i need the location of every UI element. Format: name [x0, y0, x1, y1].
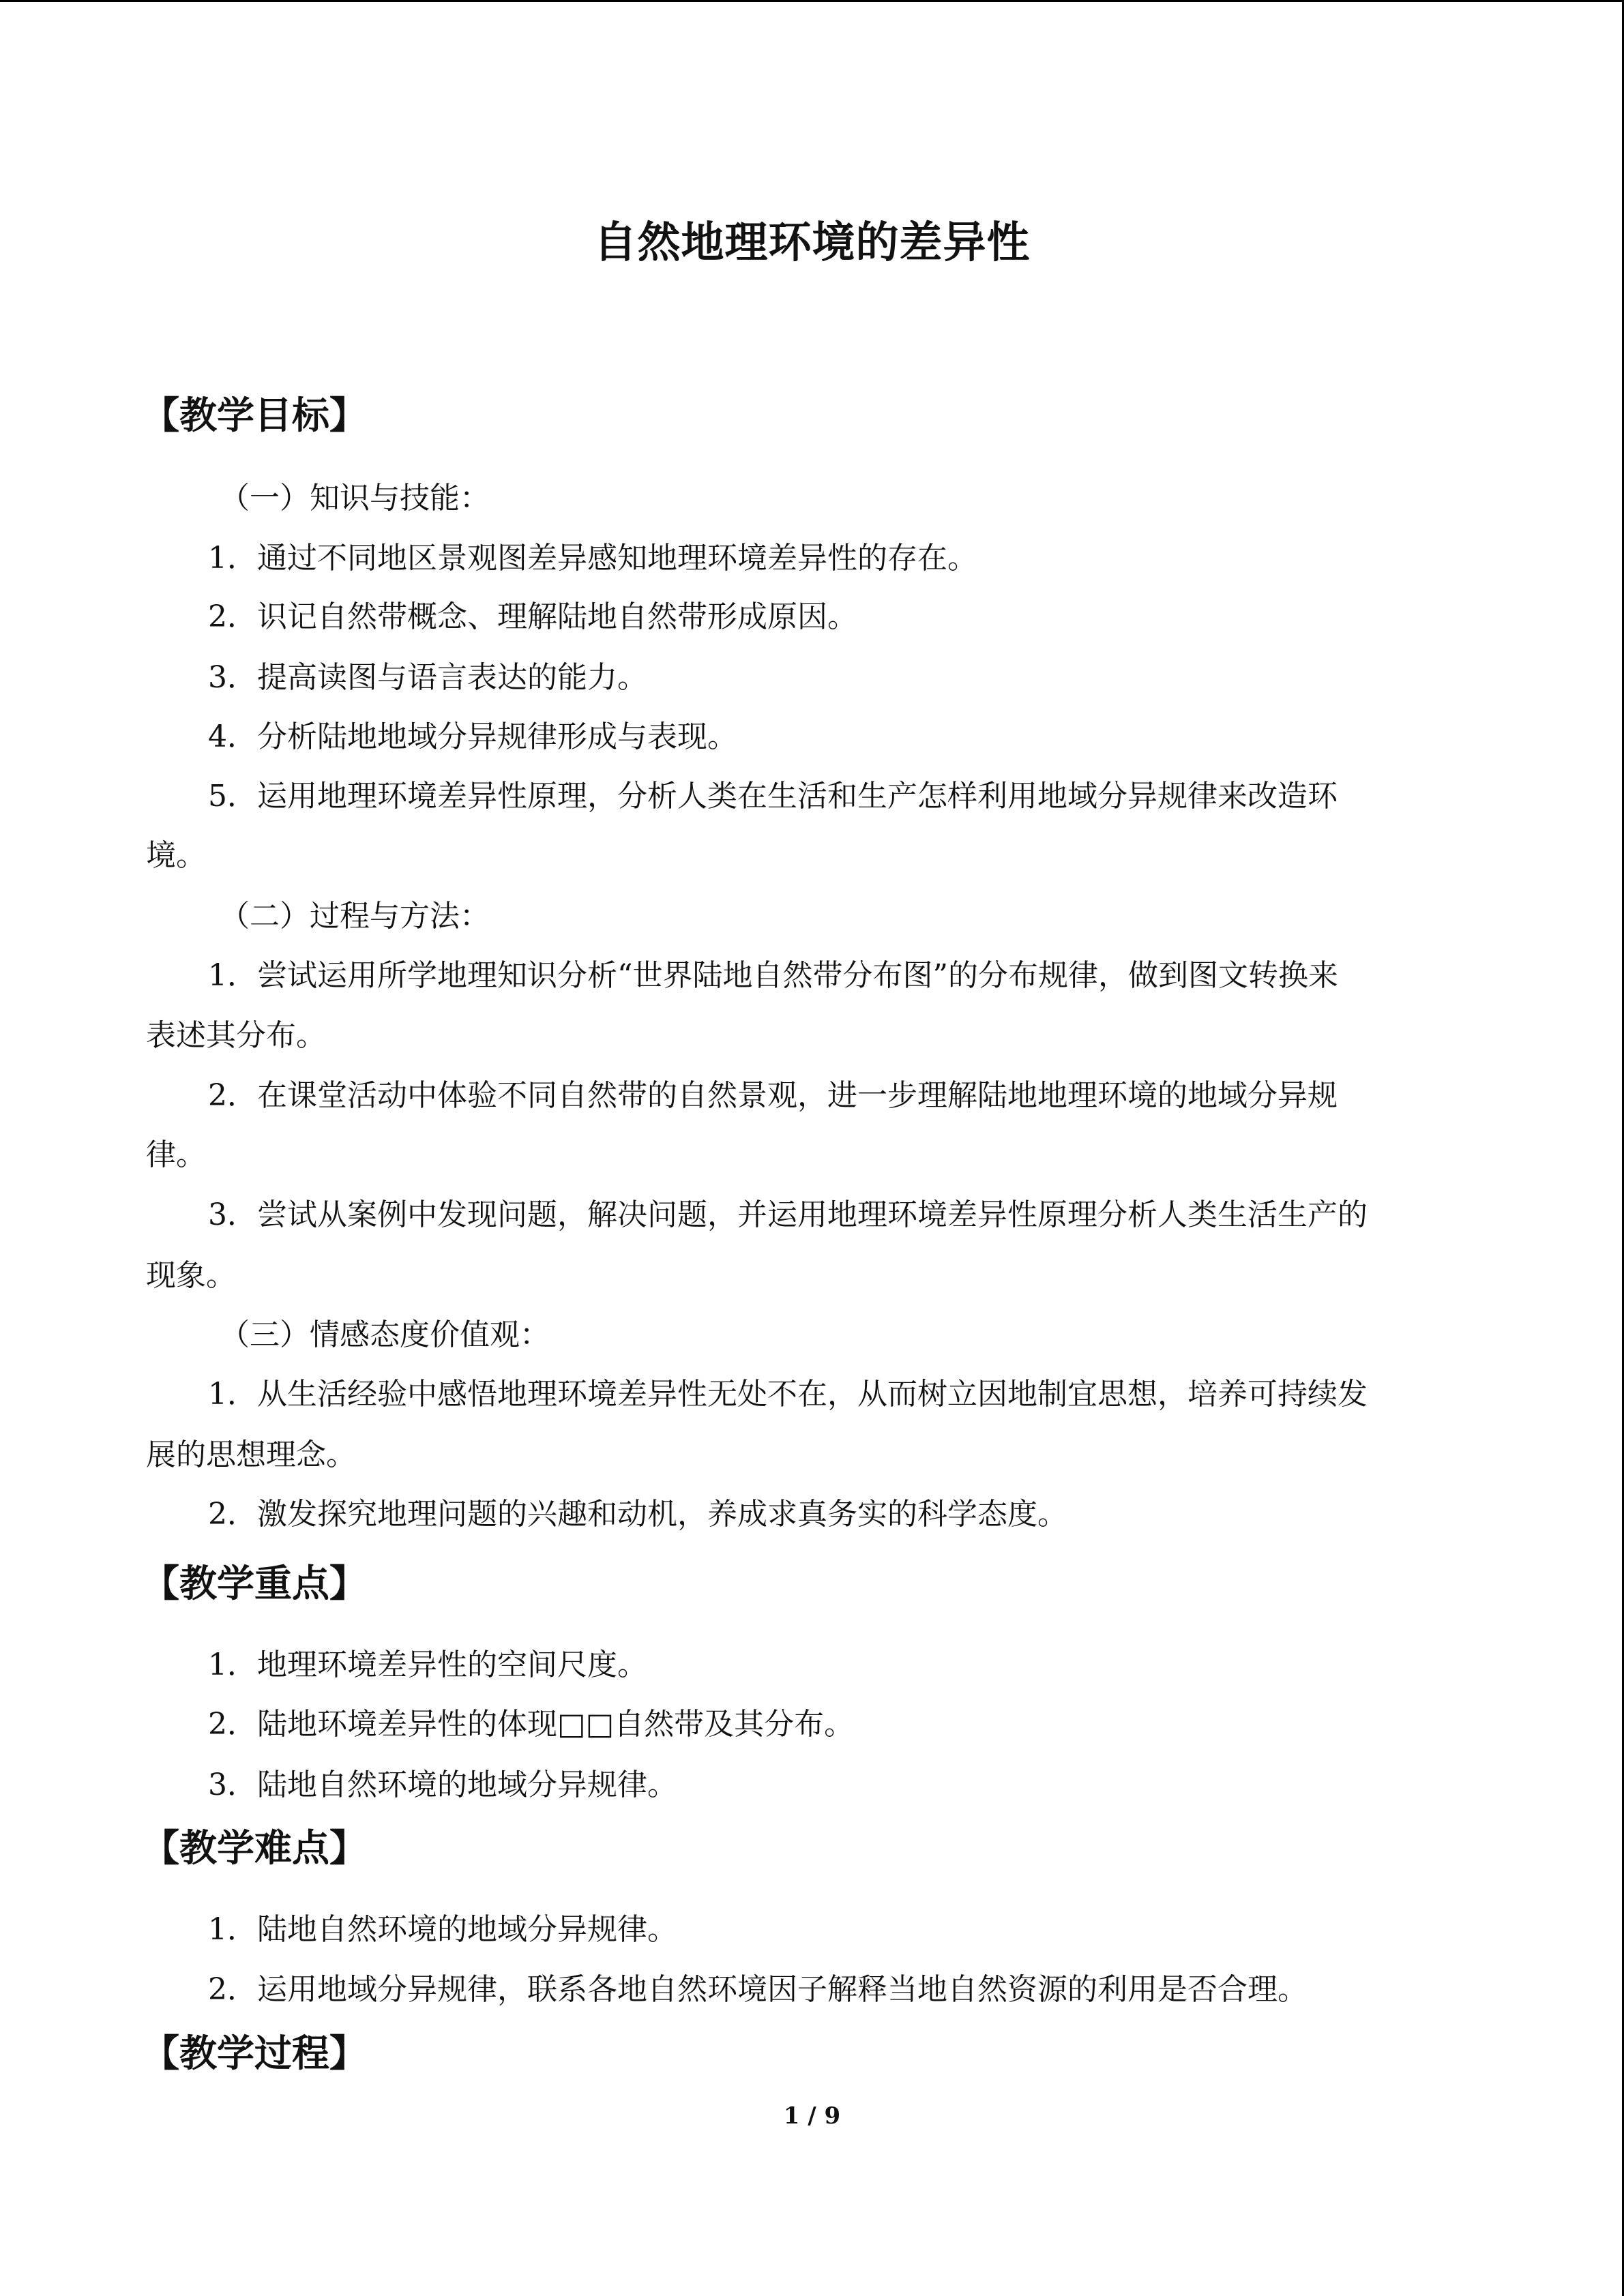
subheading-process-methods: （二）过程与方法： [220, 899, 490, 934]
section-heading-key-points: 【教学重点】 [142, 1562, 368, 1605]
section-heading-process: 【教学过程】 [142, 2031, 368, 2075]
paragraph-knowledge-5-cont: 境。 [146, 838, 206, 873]
paragraph-attitude-2: 2．激发探究地理问题的兴趣和动机，养成求真务实的科学态度。 [208, 1497, 1067, 1532]
paragraph-knowledge-4: 4．分析陆地地域分异规律形成与表现。 [208, 719, 737, 754]
paragraph-process-1: 1．尝试运用所学地理知识分析“世界陆地自然带分布图”的分布规律，做到图文转换来 [208, 958, 1338, 993]
paragraph-process-3-cont: 现象。 [146, 1258, 236, 1293]
paragraph-key-point-1: 1．地理环境差异性的空间尺度。 [208, 1648, 647, 1682]
paragraph-knowledge-3: 3．提高读图与语言表达的能力。 [208, 660, 647, 695]
paragraph-attitude-1: 1．从生活经验中感悟地理环境差异性无处不在，从而树立因地制宜思想，培养可持续发 [208, 1377, 1368, 1412]
paragraph-key-point-3: 3．陆地自然环境的地域分异规律。 [208, 1768, 677, 1802]
section-heading-difficulties: 【教学难点】 [142, 1826, 368, 1870]
paragraph-process-3: 3．尝试从案例中发现问题，解决问题，并运用地理环境差异性原理分析人类生活生产的 [208, 1197, 1368, 1232]
paragraph-knowledge-1: 1．通过不同地区景观图差异感知地理环境差异性的存在。 [208, 541, 977, 576]
paragraph-key-point-2: 2．陆地环境差异性的体现□□自然带及其分布。 [208, 1707, 855, 1742]
section-heading-goals: 【教学目标】 [142, 393, 368, 437]
paragraph-difficulty-2: 2．运用地域分异规律，联系各地自然环境因子解释当地自然资源的利用是否合理。 [208, 1972, 1308, 2007]
paragraph-process-2: 2．在课堂活动中体验不同自然带的自然景观，进一步理解陆地地理环境的地域分异规 [208, 1078, 1338, 1113]
paragraph-attitude-1-cont: 展的思想理念。 [146, 1437, 356, 1472]
paragraph-knowledge-5: 5．运用地理环境差异性原理，分析人类在生活和生产怎样利用地域分异规律来改造环 [208, 779, 1338, 814]
paragraph-process-1-cont: 表述其分布。 [146, 1018, 326, 1053]
page-number: 1 / 9 [783, 2102, 841, 2130]
paragraph-knowledge-2: 2．识记自然带概念、理解陆地自然带形成原因。 [208, 599, 857, 634]
paragraph-difficulty-1: 1．陆地自然环境的地域分异规律。 [208, 1912, 677, 1947]
subheading-knowledge-skills: （一）知识与技能： [220, 481, 490, 516]
document-title: 自然地理环境的差异性 [593, 218, 1031, 267]
subheading-attitudes-values: （三）情感态度价值观： [220, 1317, 550, 1352]
paragraph-process-2-cont: 律。 [146, 1137, 206, 1172]
